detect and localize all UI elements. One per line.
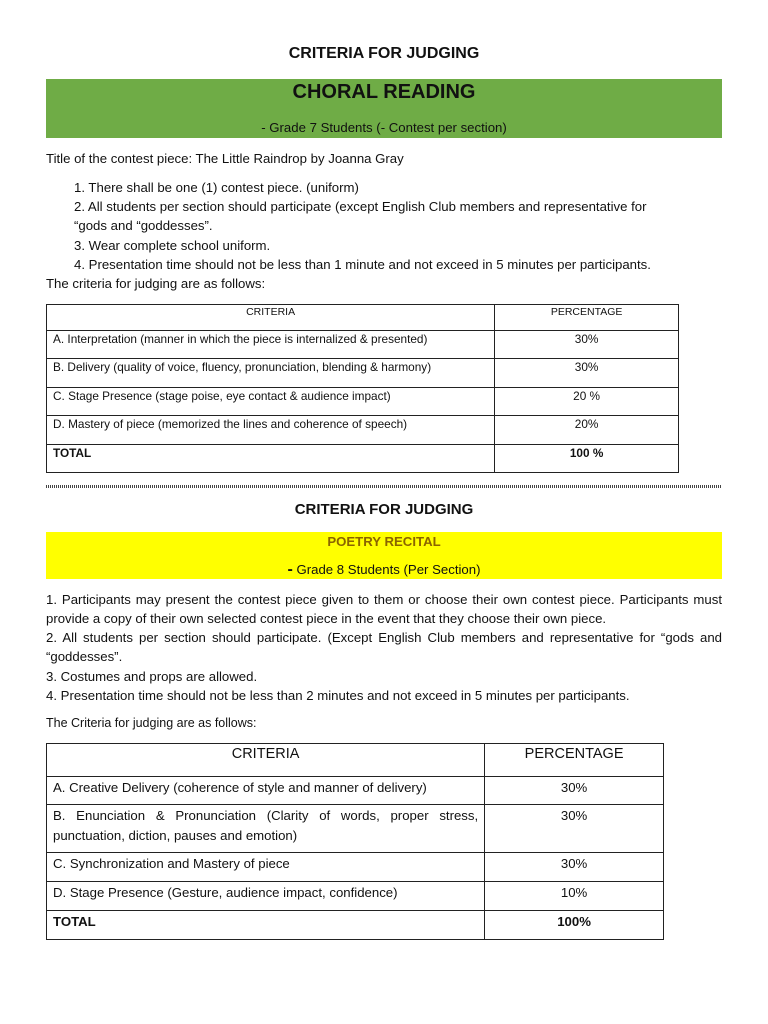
percentage-cell: 30% xyxy=(495,359,679,387)
rule-item: 3. Wear complete school uniform. xyxy=(74,238,271,253)
criteria-intro: The criteria for judging are as follows: xyxy=(46,276,266,291)
table-row xyxy=(47,359,679,387)
poetry-recital-subtitle xyxy=(46,561,722,579)
percentage-column-header: PERCENTAGE xyxy=(495,305,679,331)
table-row xyxy=(47,882,664,911)
table-header-row xyxy=(47,305,679,331)
rule-item: 1. There shall be one (1) contest piece. (uniform) xyxy=(74,180,359,195)
subtitle-text: Grade 8 Students (Per Section) xyxy=(292,562,481,577)
table-row xyxy=(47,805,664,853)
section1-heading: CRITERIA FOR JUDGING xyxy=(288,45,480,62)
percentage-cell: 20 % xyxy=(495,387,679,415)
subtitle-dash: - xyxy=(287,561,293,578)
choral-criteria-table xyxy=(46,304,679,473)
percentage-cell: 30% xyxy=(495,331,679,359)
table-total-row xyxy=(47,444,679,472)
criteria-cell: A. Interpretation (manner in which the piece is internalized & presented) xyxy=(47,331,495,359)
rule-item-continued: “gods and “goddesses”. xyxy=(74,218,213,233)
poetry-criteria-table xyxy=(46,743,664,940)
percentage-cell: 30% xyxy=(485,777,664,805)
section2-heading: CRITERIA FOR JUDGING xyxy=(294,501,474,518)
percentage-cell: 30% xyxy=(485,853,664,882)
rule-item: 4. Presentation time should not be less than 2 minutes and not exceed in 5 minutes per participants. xyxy=(46,688,630,703)
rule-item: 2. All students per section should participate (except English Club members and representative for xyxy=(74,199,647,214)
criteria-cell: B. Delivery (quality of voice, fluency, pronunciation, blending & harmony) xyxy=(47,359,495,387)
rule-item: 1. Participants may present the contest piece given to them or choose their own contest piece. Participants must provide a copy of their own selected contest piece in the event that they choose their own piece. xyxy=(46,592,722,627)
section-divider xyxy=(46,485,722,488)
criteria-cell: C. Stage Presence (stage poise, eye contact & audience impact) xyxy=(47,387,495,415)
table-row xyxy=(47,416,679,444)
choral-reading-banner xyxy=(46,79,722,138)
table-total-row xyxy=(47,911,664,940)
percentage-cell: 20% xyxy=(495,416,679,444)
rule-item: 3. Costumes and props are allowed. xyxy=(46,669,258,684)
percentage-cell: 10% xyxy=(485,882,664,911)
criteria-cell: D. Mastery of piece (memorized the lines and coherence of speech) xyxy=(47,416,495,444)
table-row xyxy=(47,331,679,359)
table-row xyxy=(47,853,664,882)
percentage-column-header: PERCENTAGE xyxy=(485,744,664,777)
choral-reading-subtitle: - Grade 7 Students (- Contest per section) xyxy=(261,120,507,135)
contest-piece-title: Title of the contest piece: The Little Raindrop by Joanna Gray xyxy=(46,151,404,166)
total-percentage: 100 % xyxy=(495,444,679,472)
table-row xyxy=(47,387,679,415)
poetry-recital-banner xyxy=(46,532,722,579)
choral-reading-title: CHORAL READING xyxy=(292,81,476,103)
rule-item: 4. Presentation time should not be less than 1 minute and not exceed in 5 minutes per participants. xyxy=(74,257,651,272)
rule-item: 2. All students per section should participate. (Except English Club members and representative for “gods and “goddesses”. xyxy=(46,630,722,665)
total-label: TOTAL xyxy=(47,911,485,940)
criteria-cell: A. Creative Delivery (coherence of style and manner of delivery) xyxy=(47,777,485,805)
criteria-cell: B. Enunciation & Pronunciation (Clarity of words, proper stress, punctuation, diction, pauses and emotion) xyxy=(47,805,485,853)
total-percentage: 100% xyxy=(485,911,664,940)
criteria-column-header: CRITERIA xyxy=(47,305,495,331)
poetry-recital-title: POETRY RECITAL xyxy=(327,534,441,549)
criteria-intro: The Criteria for judging are as follows: xyxy=(46,716,257,730)
total-label: TOTAL xyxy=(47,444,495,472)
table-row xyxy=(47,777,664,805)
percentage-cell: 30% xyxy=(485,805,664,853)
criteria-cell: D. Stage Presence (Gesture, audience impact, confidence) xyxy=(47,882,485,911)
criteria-column-header: CRITERIA xyxy=(47,744,485,777)
criteria-cell: C. Synchronization and Mastery of piece xyxy=(47,853,485,882)
table-header-row xyxy=(47,744,664,777)
